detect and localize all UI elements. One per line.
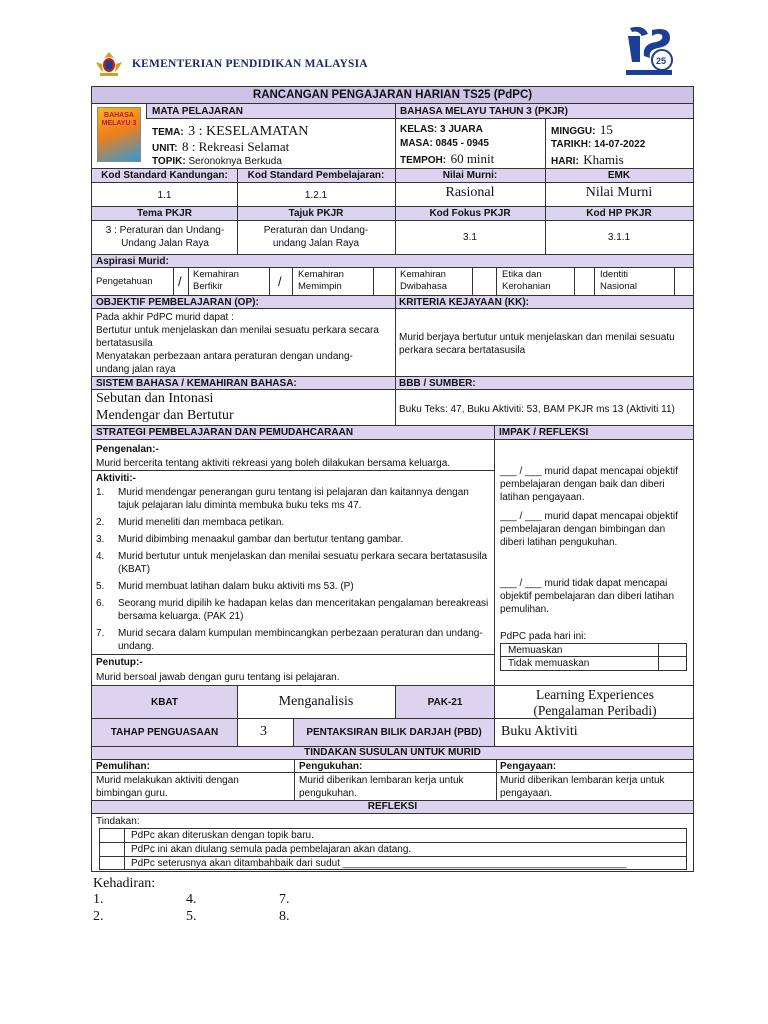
aktiviti-item: 7. Murid secara dalam kumpulan membincangkan perbezaan peraturan dan undang-undang. [96,628,483,652]
std-header-1: Kod Standard Kandungan: [101,170,228,181]
penutup-text: Murid bersoal jawab dengan guru tentang isi pelajaran. [96,672,340,683]
tarikh-text: TARIKH: 14-07-2022 [551,139,646,150]
refleksi-opt-2: PdPc ini akan diulang semula pada pembelajaran akan datang. [131,844,412,855]
aspirasi-nasional: Identiti Nasional [600,269,637,292]
refleksi-opt-3: PdPc seterusnya akan ditambahbaik dari sudut ___________________________________________________ [131,858,627,869]
pbd-value: Buku Aktiviti [501,724,578,739]
subject-label: MATA PELAJARAN [152,106,243,117]
susulan-header-2: Pengukuhan: [299,761,363,772]
aktiviti-item: 6. Seorang murid dipilih ke hadapan kelas dan menceritakan pengalaman bereakreasi bersama keluarga. (PAK 21) [96,598,489,622]
topik-value: Seronoknya Berkuda [188,156,282,167]
impak-3: ___ / ___ murid tidak dapat mencapai objektif pembelajaran dan diberi latihan pemulihan. [500,578,675,615]
pkjr-value-3: 3.1 [463,232,477,243]
pkjr-header-1: Tema PKJR [137,208,192,219]
refleksi-checkbox-1[interactable] [100,829,123,842]
tempoh-field [400,150,494,168]
aspirasi-label: Aspirasi Murid: [96,256,169,267]
op-line-3: Menyatakan perbezaan antara peraturan dengan undang-undang jalan raya [96,351,353,375]
aktiviti-label: Aktiviti:- [96,473,136,484]
pkjr-value-2: Peraturan dan Undang-undang Jalan Raya [263,225,369,249]
hari-label: HARI: [551,156,579,167]
ministry-name: KEMENTERIAN PENDIDIKAN MALAYSIA [132,58,368,70]
kehadiran-1: 1. [93,892,104,907]
kehadiran-5: 5. [186,909,197,924]
refleksi-checkbox-2[interactable] [100,843,123,856]
masa-text: MASA: 0845 - 0945 [400,138,489,149]
kehadiran-7: 7. [279,892,290,907]
refleksi-label: REFLEKSI [92,801,693,813]
bbb-text: Buku Teks: 47, Buku Aktiviti: 53, BAM PKJR ms 13 (Aktiviti 11) [399,404,675,415]
textbook-cover-image [97,107,141,162]
pdpc-opt-memuaskan: Memuaskan [508,645,563,656]
bbb-label: BBB / SUMBER: [399,378,476,389]
aktiviti-item: 4. Murid bertutur untuk menjelaskan dan menilai sesuatu perkara secara bertatasusila (KBAT) [96,551,488,575]
ministry-crest-logo [92,50,126,78]
pengenalan-text: Murid bercerita tentang aktiviti rekreasi yang boleh dilakukan bersama keluarga. [96,458,451,469]
tema-label: TEMA: [152,127,184,138]
impak-2: ___ / ___ murid dapat mencapai objektif pembelajaran dengan bimbingan dan diberi latihan pengukuhan. [500,511,678,548]
pkjr-value-4: 3.1.1 [607,232,631,243]
kehadiran-8: 8. [279,909,290,924]
kehadiran-2: 2. [93,909,104,924]
pbd-label: PENTAKSIRAN BILIK DARJAH (PBD) [306,727,482,738]
tindakan-label: TINDAKAN SUSULAN UNTUK MURID [92,747,693,759]
minggu-value: 15 [599,122,613,137]
susulan-header-1: Pemulihan: [96,761,150,772]
std-header-3: Nilai Murni: [442,170,498,181]
aktiviti-item: 5. Murid membuat latihan dalam buku aktiviti ms 53. (P) [96,581,354,592]
sistem-line-2: Mendengar dan Bertutur [96,408,234,423]
hari-value: Khamis [583,152,624,167]
pengenalan-label: Pengenalan:- [96,444,159,455]
aspirasi-pengetahuan: Pengetahuan [96,276,153,287]
kbat-label: KBAT [150,697,179,708]
pkjr-header-2: Tajuk PKJR [288,208,344,219]
pak-label: PAK-21 [427,697,463,708]
penutup-label: Penutup:- [96,657,143,668]
refleksi-opt-1: PdPc akan diteruskan dengan topik baru. [131,830,314,841]
aspirasi-dwibahasa: Kemahiran Dwibahasa [400,269,447,292]
minggu-label: MINGGU: [551,126,596,137]
aspirasi-berfikir: Kemahiran Berfikir [193,269,239,292]
svg-text:25: 25 [656,56,667,66]
susulan-value-3: Murid diberikan lembaran kerja untuk pengayaan. [500,775,665,799]
sistem-label: SISTEM BAHASA / KEMAHIRAN BAHASA: [96,378,297,389]
susulan-header-3: Pengayaan: [500,761,557,772]
sistem-line-1: Sebutan dan Intonasi [96,391,214,406]
aspirasi-kerohanian: Etika dan Kerohanian [502,269,551,292]
aktiviti-item: 3. Murid dibimbing menaakul gambar dan bertutur tentang gambar. [96,534,404,545]
op-line-1: Pada akhir PdPC murid dapat : [96,312,234,323]
kehadiran-label: Kehadiran: [93,876,156,891]
refleksi-checkbox-3[interactable] [100,857,123,869]
susulan-value-2: Murid diberikan lembaran kerja untuk pengukuhan. [299,775,464,799]
aspirasi-memimpin: Kemahiran Memimpin [298,269,344,292]
aspirasi-band [92,255,693,267]
kbat-value: Menganalisis [278,694,354,709]
pkjr-value-1: 3 : Peraturan dan Undang-Undang Jalan Raya [105,225,225,249]
std-value-2: 1.2.1 [304,190,328,201]
pdpc-label: PdPC pada hari ini: [500,631,587,642]
tema-value: 3 : KESELAMATAN [188,124,309,139]
pdpc-checkbox-memuaskan[interactable] [659,644,686,656]
minggu-field [551,121,613,139]
pak-value: Learning Experiences (Pengalaman Peribadi) [533,687,657,718]
textbook-cover-title: BAHASA MELAYU 3 [101,112,137,127]
aktiviti-list [96,486,490,655]
tahap-label: TAHAP PENGUASAAN [110,727,219,738]
aktiviti-item: 2. Murid meneliti dan membaca petikan. [96,517,285,528]
unit-label: UNIT: [152,143,178,154]
aktiviti-item: 1. Murid mendengar penerangan guru tentang isi pelajaran dan kaitannya dengan tajuk pelajaran lalu diminta membuka buku teks ms 47. [96,487,469,511]
aspirasi-mark-2: / [278,274,282,289]
topik-label: TOPIK: [152,156,186,167]
std-value-4: Nilai Murni [585,185,653,200]
pdpc-opt-tidak: Tidak memuaskan [508,658,590,669]
tahap-value: 3 [260,724,267,739]
std-value-1: 1.1 [157,190,172,201]
susulan-value-1: Murid melakukan aktiviti dengan bimbingan guru. [96,775,239,799]
ts25-logo [622,22,676,78]
tempoh-label: TEMPOH: [400,155,447,166]
tempoh-value: 60 minit [450,151,495,166]
kk-text: Murid berjaya bertutur untuk menjelaskan dan menilai sesuatu perkara secara bertatasusila [399,332,675,356]
unit-field [152,138,289,156]
aspirasi-mark-1: / [178,274,182,289]
std-header-2: Kod Standard Pembelajaran: [247,170,385,181]
pkjr-header-4: Kod HP PKJR [586,208,652,219]
kelas-text: KELAS: 3 JUARA [400,124,483,135]
std-header-4: EMK [607,170,631,181]
impak-1: ___ / ___ murid dapat mencapai objektif pembelajaran dengan baik dan diberi latihan pengayaan. [500,466,678,503]
form-title: RANCANGAN PENGAJARAN HARIAN TS25 (PdPC) [92,87,693,104]
op-line-2: Bertutur untuk menjelaskan dan menilai sesuatu perkara secara bertatasusila [96,325,379,349]
std-value-3: Rasional [445,185,495,200]
kehadiran-4: 4. [186,892,197,907]
subject-value: BAHASA MELAYU TAHUN 3 (PKJR) [400,106,568,117]
pdpc-checkbox-tidak[interactable] [659,657,686,670]
unit-value: 8 : Rekreasi Selamat [182,139,290,154]
strategi-label: STRATEGI PEMBELAJARAN DAN PEMUDAHCARAAN [96,427,354,438]
hari-field [551,151,624,169]
topik-field [152,155,282,168]
impak-label: IMPAK / REFLEKSI [499,427,589,438]
pkjr-header-3: Kod Fokus PKJR [429,208,511,219]
op-label: OBJEKTIF PEMBELAJARAN (OP): [96,297,259,308]
kk-label: KRITERIA KEJAYAAN (KK): [399,297,530,308]
tindakan-text: Tindakan: [96,816,140,827]
